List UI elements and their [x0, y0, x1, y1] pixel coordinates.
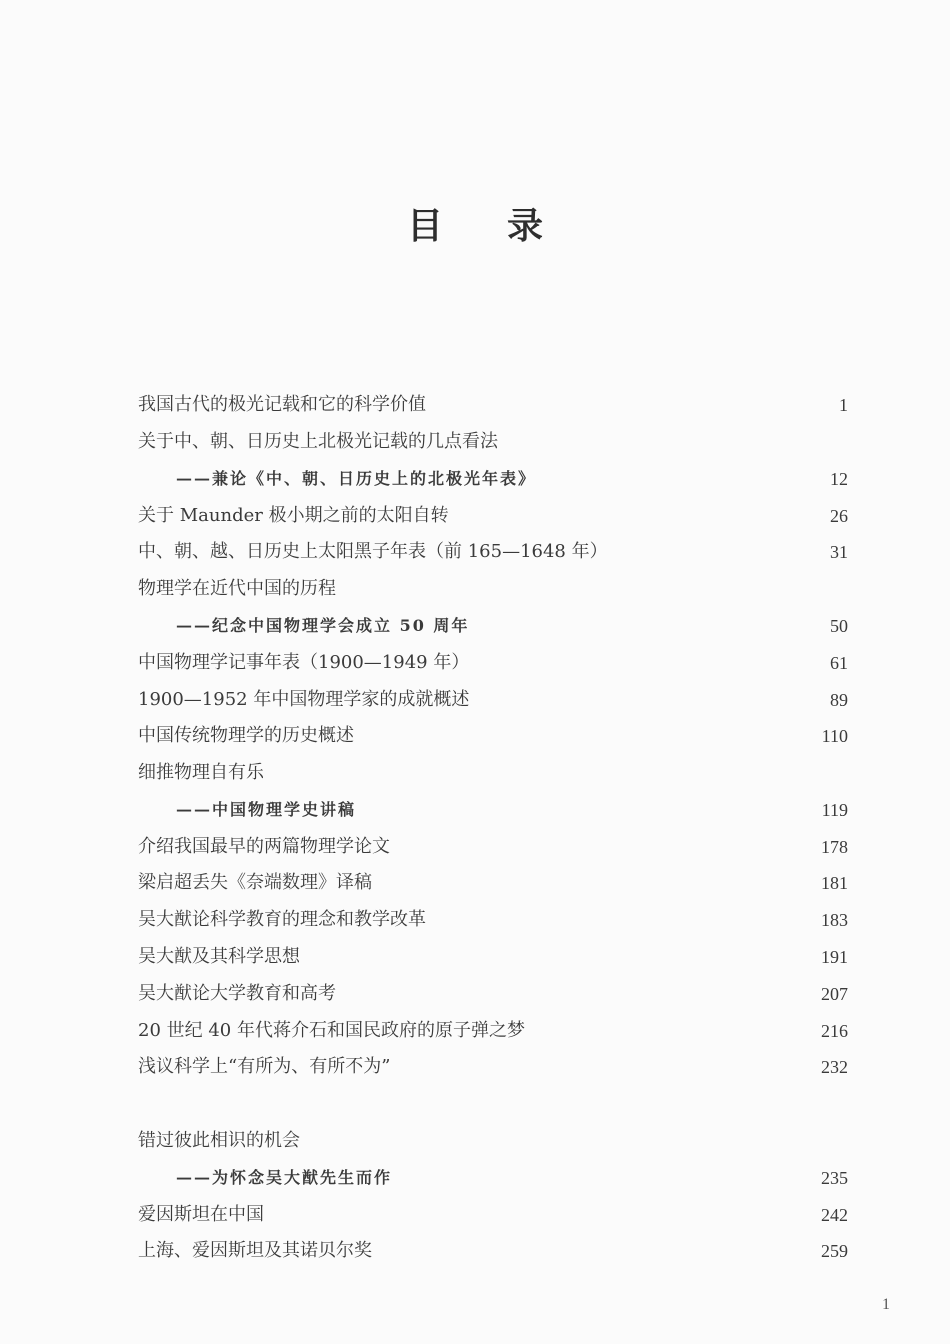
toc-entry	[138, 427, 848, 457]
toc-entry-title: 我国古代的极光记载和它的科学价值	[138, 394, 426, 415]
toc-entry	[138, 1236, 848, 1266]
toc-entry	[138, 685, 848, 715]
toc-entry	[138, 1016, 848, 1046]
toc-entry-title: 梁启超丢失《奈端数理》译稿	[138, 872, 372, 893]
page-title	[0, 198, 950, 249]
page-number: 1	[882, 1296, 890, 1313]
toc-entry-subtitle	[138, 611, 848, 641]
toc-entry-title: 1900—1952 年中国物理学家的成就概述	[138, 689, 470, 710]
toc-entry-page: 12	[830, 469, 848, 489]
title-char-1: 目	[406, 206, 443, 247]
title-char-2: 录	[507, 206, 544, 247]
toc-entry-page: 242	[821, 1205, 848, 1225]
toc-entry-subtitle	[138, 1163, 848, 1193]
toc-entry-page: 259	[821, 1241, 848, 1261]
toc-entry	[138, 721, 848, 751]
toc-entry-page: 232	[821, 1057, 848, 1077]
toc-entry	[138, 979, 848, 1009]
toc-entry-title: 爱因斯坦在中国	[138, 1204, 264, 1225]
toc-entry-title: 关于 Maunder 极小期之前的太阳自转	[138, 505, 449, 526]
toc-entry-page: 1	[839, 395, 848, 415]
toc-entry-page: 183	[821, 910, 848, 930]
toc-entry-page: 119	[821, 800, 848, 820]
toc-entry-title: ——中国物理学史讲稿	[176, 800, 357, 819]
toc-entry-page: 89	[830, 690, 848, 710]
toc-entry-page: 191	[821, 947, 848, 967]
toc-entry	[138, 1052, 848, 1082]
toc-entry-title: 吴大猷及其科学思想	[138, 946, 300, 967]
toc-entry-title: 中国物理学记事年表（1900—1949 年）	[138, 652, 470, 673]
toc-entry	[138, 905, 848, 935]
toc-entry-title: ——为怀念吴大猷先生而作	[176, 1168, 393, 1187]
toc-entry-page: 207	[821, 984, 848, 1004]
toc-entry-page: 181	[821, 873, 848, 893]
toc-entry	[138, 758, 848, 788]
toc-entry-page: 26	[830, 506, 848, 526]
toc-entry-title: ——纪念中国物理学会成立 50 周年	[176, 616, 470, 635]
toc-entry-title: 浅议科学上“有所为、有所不为”	[138, 1056, 391, 1077]
toc-entry-page: 31	[830, 542, 848, 562]
toc-entry-page: 50	[830, 616, 848, 636]
toc-entry-title: 物理学在近代中国的历程	[138, 578, 336, 599]
toc-entry-title: 中国传统物理学的历史概述	[138, 725, 354, 746]
toc-entry	[138, 537, 848, 567]
toc-entry-subtitle	[138, 464, 848, 494]
toc-entry-title: 介绍我国最早的两篇物理学论文	[138, 836, 390, 857]
toc-entry-title: 20 世纪 40 年代蒋介石和国民政府的原子弹之梦	[138, 1020, 525, 1041]
toc-entry-title: 关于中、朝、日历史上北极光记载的几点看法	[138, 431, 498, 452]
toc-entry-title: ——兼论《中、朝、日历史上的北极光年表》	[176, 469, 537, 488]
toc-entry-title: 吴大猷论科学教育的理念和教学改革	[138, 909, 426, 930]
toc-entry	[138, 501, 848, 531]
toc-entry	[138, 832, 848, 862]
toc-entry	[138, 574, 848, 604]
toc-entry	[138, 942, 848, 972]
toc-entry	[138, 390, 848, 420]
toc-entry	[138, 868, 848, 898]
toc-entry-title: 错过彼此相识的机会	[138, 1130, 300, 1151]
toc-entry-title: 中、朝、越、日历史上太阳黑子年表（前 165—1648 年）	[138, 541, 608, 562]
toc-entry-page: 178	[821, 837, 848, 857]
toc-entry-title: 吴大猷论大学教育和高考	[138, 983, 336, 1004]
toc-entry-page: 235	[821, 1168, 848, 1188]
toc-entry-page: 216	[821, 1021, 848, 1041]
toc-entry	[138, 1126, 848, 1156]
toc-entry-title: 上海、爱因斯坦及其诺贝尔奖	[138, 1240, 372, 1261]
toc-entry-page: 110	[821, 726, 848, 746]
toc-entry-title: 细推物理自有乐	[138, 762, 264, 783]
toc-entry	[138, 1200, 848, 1230]
toc-entry-subtitle	[138, 795, 848, 825]
toc-entry-page: 61	[830, 653, 848, 673]
toc-entry	[138, 648, 848, 678]
